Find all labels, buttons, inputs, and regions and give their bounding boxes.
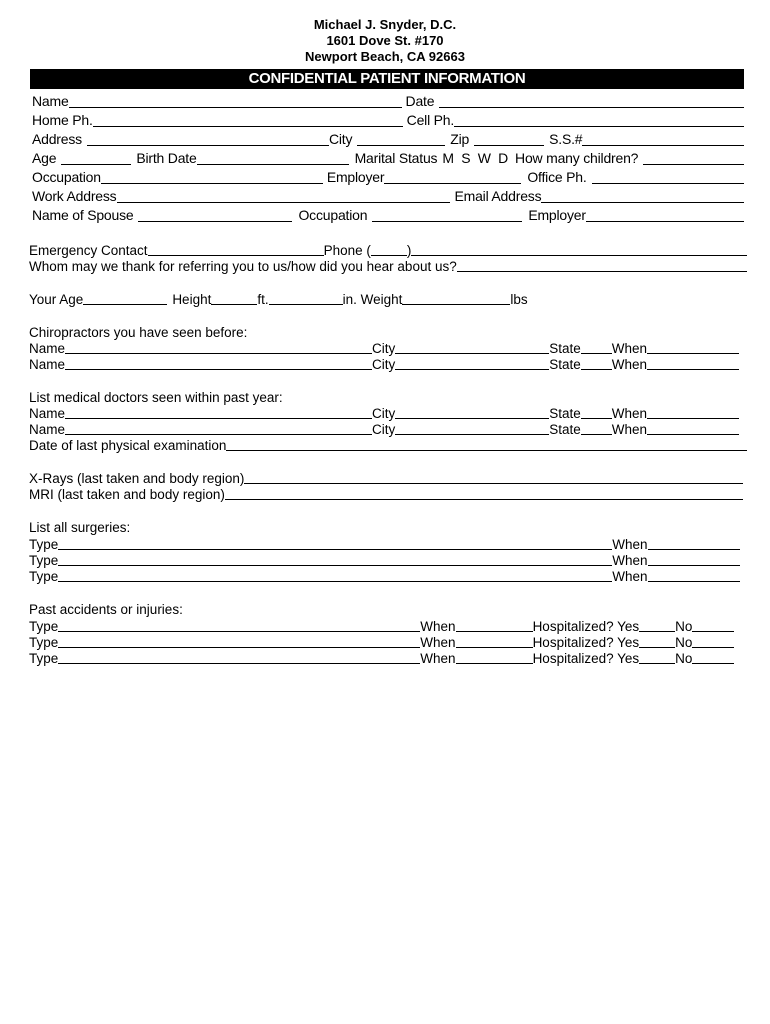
office-phone-field[interactable]: [592, 182, 744, 184]
cell-phone-field[interactable]: [454, 125, 744, 127]
hospitalized-no-label: No: [675, 619, 693, 634]
surgery-when-label: When: [612, 553, 648, 568]
doctor-city-label: City: [372, 406, 396, 421]
spouse-occupation-label: Occupation: [298, 207, 368, 223]
email-address-field[interactable]: [541, 201, 744, 203]
doctor-when-label: When: [611, 406, 648, 421]
doctor-name-field[interactable]: [65, 433, 372, 435]
doctor-name-field[interactable]: [65, 417, 372, 419]
xrays-field[interactable]: [244, 482, 743, 484]
zip-label: Zip: [450, 131, 470, 147]
height-ft-field[interactable]: [211, 303, 257, 305]
chiro-state-field[interactable]: [581, 352, 612, 354]
chiro-city-label: City: [372, 357, 396, 372]
row-referral: [29, 259, 747, 275]
accident-when-field[interactable]: [456, 662, 533, 664]
surgery-row: [29, 537, 747, 553]
spouse-employer-field[interactable]: [586, 220, 744, 222]
birth-date-label: Birth Date: [136, 150, 197, 166]
spouse-name-label: Name of Spouse: [32, 207, 134, 223]
hospitalized-no-field[interactable]: [692, 630, 734, 632]
form-title-banner: CONFIDENTIAL PATIENT INFORMATION: [30, 69, 744, 89]
phone-close: ): [406, 243, 412, 258]
hospitalized-yes-field[interactable]: [639, 662, 675, 664]
hospitalized-no-label: No: [675, 635, 693, 650]
chiro-when-field[interactable]: [647, 352, 739, 354]
chiro-name-field[interactable]: [65, 352, 372, 354]
doctor-state-field[interactable]: [581, 417, 612, 419]
referral-label: Whom may we thank for referring you to us/how did you hear about us?: [29, 259, 457, 274]
email-address-label: Email Address: [454, 188, 542, 204]
doctor-state-label: State: [549, 406, 581, 421]
row-emergency-contact: [29, 243, 747, 259]
row-mri: [29, 487, 747, 503]
doctor-row: [29, 406, 747, 422]
chiro-row: [29, 357, 747, 373]
surgery-type-field[interactable]: [58, 548, 612, 550]
hospitalized-no-field[interactable]: [692, 662, 734, 664]
practice-name: Michael J. Snyder, D.C.: [313, 17, 457, 32]
hospitalized-yes-label: Hospitalized? Yes: [532, 635, 640, 650]
chiro-state-label: State: [549, 341, 581, 356]
chiro-when-label: When: [611, 341, 648, 356]
chiro-city-label: City: [372, 341, 396, 356]
weight-field[interactable]: [402, 303, 510, 305]
row-xrays: [29, 471, 747, 487]
ft-label: ft.: [257, 292, 269, 307]
hospitalized-yes-field[interactable]: [639, 646, 675, 648]
surgery-type-label: Type: [29, 537, 59, 552]
hospitalized-no-field[interactable]: [692, 646, 734, 648]
emergency-contact-field[interactable]: [148, 254, 324, 256]
height-label: Height: [172, 292, 212, 307]
emergency-contact-label: Emergency Contact: [29, 243, 148, 258]
medical-doctors-heading: List medical doctors seen within past year:: [29, 390, 283, 405]
accident-row: [29, 619, 747, 635]
row-spouse: [32, 206, 744, 225]
accident-when-field[interactable]: [456, 630, 533, 632]
surgery-row: [29, 553, 747, 569]
your-age-field[interactable]: [83, 303, 167, 305]
spouse-name-field[interactable]: [138, 220, 292, 222]
chiro-when-label: When: [611, 357, 648, 372]
marital-status-label: Marital Status: [354, 150, 438, 166]
address-field[interactable]: [87, 144, 329, 146]
your-age-label: Your Age: [29, 292, 84, 307]
surgeries-heading: List all surgeries:: [29, 520, 131, 535]
city-field[interactable]: [357, 144, 445, 146]
children-label: How many children?: [515, 150, 639, 166]
work-address-field[interactable]: [117, 201, 450, 203]
zip-field[interactable]: [474, 144, 544, 146]
accident-type-field[interactable]: [58, 662, 420, 664]
cell-phone-label: Cell Ph.: [406, 112, 455, 128]
height-in-field[interactable]: [269, 303, 343, 305]
mri-label: MRI (last taken and body region): [29, 487, 225, 502]
marital-options[interactable]: M S W D: [442, 150, 509, 166]
office-phone-label: Office Ph.: [527, 169, 587, 185]
chiro-city-field[interactable]: [395, 352, 549, 354]
lbs-label: lbs: [510, 292, 528, 307]
row-last-physical: [29, 438, 747, 454]
chiro-name-field[interactable]: [65, 368, 372, 370]
row-work-email: [32, 187, 744, 206]
chiro-name-label: Name: [29, 341, 66, 356]
accident-type-field[interactable]: [58, 646, 420, 648]
row-phones: [32, 111, 744, 130]
doctor-row: [29, 422, 747, 438]
practice-header: [0, 17, 770, 65]
accident-row: [29, 635, 747, 651]
ssn-label: S.S.#: [549, 131, 583, 147]
row-occupation: [32, 168, 744, 187]
phone-label: Phone (: [323, 243, 371, 258]
doctor-state-field[interactable]: [581, 433, 612, 435]
surgery-when-label: When: [612, 569, 648, 584]
date-label: Date: [405, 93, 435, 109]
chiro-name-label: Name: [29, 357, 66, 372]
surgery-when-field[interactable]: [648, 564, 740, 566]
surgery-row: [29, 569, 747, 585]
occupation-label: Occupation: [32, 169, 101, 185]
accident-when-label: When: [420, 619, 456, 634]
surgery-type-field[interactable]: [58, 564, 612, 566]
chiro-state-field[interactable]: [581, 368, 612, 370]
doctor-city-field[interactable]: [395, 417, 549, 419]
address-label: Address: [32, 131, 82, 147]
surgery-when-field[interactable]: [648, 580, 740, 582]
accident-type-label: Type: [29, 635, 59, 650]
row-address: [32, 130, 744, 149]
surgery-when-field[interactable]: [648, 548, 740, 550]
practice-city-line: Newport Beach, CA 92663: [305, 49, 465, 64]
hospitalized-yes-label: Hospitalized? Yes: [532, 651, 640, 666]
spouse-employer-label: Employer: [528, 207, 586, 223]
accident-type-label: Type: [29, 651, 59, 666]
practice-street: 1601 Dove St. #170: [326, 33, 444, 48]
chiro-row: [29, 341, 747, 357]
occupation-field[interactable]: [101, 182, 323, 184]
row-age-birth-marital: [32, 149, 744, 168]
accident-when-field[interactable]: [456, 646, 533, 648]
row-name-date: [32, 92, 744, 111]
surgery-type-label: Type: [29, 553, 59, 568]
doctor-when-label: When: [611, 422, 648, 437]
age-label: Age: [32, 150, 57, 166]
date-field[interactable]: [439, 106, 744, 108]
chiro-state-label: State: [549, 357, 581, 372]
hospitalized-no-label: No: [675, 651, 693, 666]
children-field[interactable]: [643, 163, 744, 165]
area-code-field[interactable]: [371, 254, 407, 256]
work-address-label: Work Address: [32, 188, 117, 204]
name-field[interactable]: [69, 106, 402, 108]
accident-row: [29, 651, 747, 667]
last-physical-field[interactable]: [226, 449, 747, 451]
ssn-field[interactable]: [582, 144, 744, 146]
accident-type-field[interactable]: [58, 630, 420, 632]
name-label: Name: [32, 93, 69, 109]
doctor-when-field[interactable]: [647, 433, 739, 435]
emergency-phone-field[interactable]: [411, 254, 747, 256]
chiropractors-heading: Chiropractors you have seen before:: [29, 325, 248, 340]
in-weight-label: in. Weight: [342, 292, 403, 307]
city-label: City: [328, 131, 353, 147]
surgery-type-label: Type: [29, 569, 59, 584]
doctor-name-label: Name: [29, 422, 66, 437]
doctor-state-label: State: [549, 422, 581, 437]
accident-type-label: Type: [29, 619, 59, 634]
referral-field[interactable]: [457, 270, 747, 272]
birth-date-field[interactable]: [197, 163, 349, 165]
home-phone-field[interactable]: [93, 125, 403, 127]
hospitalized-yes-field[interactable]: [639, 630, 675, 632]
spouse-occupation-field[interactable]: [372, 220, 522, 222]
employer-field[interactable]: [384, 182, 521, 184]
home-phone-label: Home Ph.: [32, 112, 93, 128]
chiro-when-field[interactable]: [647, 368, 739, 370]
last-physical-label: Date of last physical examination: [29, 438, 227, 453]
mri-field[interactable]: [225, 498, 743, 500]
age-field[interactable]: [61, 163, 131, 165]
accident-when-label: When: [420, 635, 456, 650]
doctor-city-label: City: [372, 422, 396, 437]
doctor-city-field[interactable]: [395, 433, 549, 435]
accidents-heading: Past accidents or injuries:: [29, 602, 183, 617]
chiro-city-field[interactable]: [395, 368, 549, 370]
employer-label: Employer: [326, 169, 385, 185]
surgery-type-field[interactable]: [58, 580, 612, 582]
accident-when-label: When: [420, 651, 456, 666]
doctor-when-field[interactable]: [647, 417, 739, 419]
row-measurements: [29, 292, 747, 308]
hospitalized-yes-label: Hospitalized? Yes: [532, 619, 640, 634]
xrays-label: X-Rays (last taken and body region): [29, 471, 245, 486]
doctor-name-label: Name: [29, 406, 66, 421]
surgery-when-label: When: [612, 537, 648, 552]
